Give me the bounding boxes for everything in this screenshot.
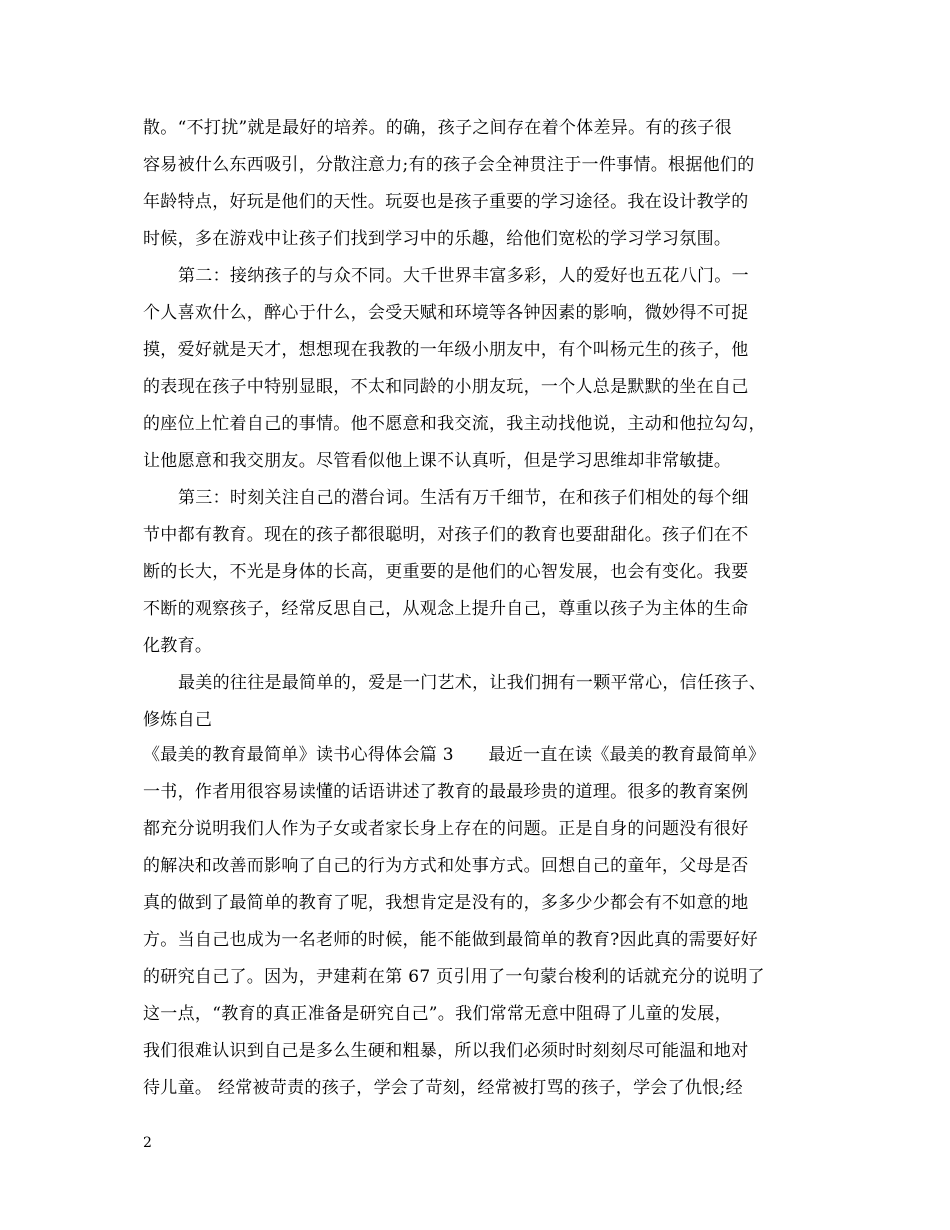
text-line: 的解决和改善而影响了自己的行为方式和处事方式。回想自己的童年，父母是否 xyxy=(143,856,749,876)
text-line: 一书，作者用很容易读懂的话语讲述了教育的最最珍贵的道理。很多的教育案例 xyxy=(143,782,749,802)
text-line: 个人喜欢什么，醉心于什么，会受天赋和环境等各钟因素的影响，微妙得不可捉 xyxy=(143,303,749,323)
text-line: 方。当自己也成为一名老师的时候，能不能做到最简单的教育?因此真的需要好好 xyxy=(143,930,758,950)
page-number: 2 xyxy=(143,1135,152,1151)
section-heading-line: 《最美的教育最简单》读书心得体会篇 3 最近一直在读《最美的教育最简单》 xyxy=(143,745,766,765)
text-line: 年龄特点，好玩是他们的天性。玩耍也是孩子重要的学习途径。我在设计教学的 xyxy=(143,192,749,212)
text-line: 化教育。 xyxy=(143,636,213,656)
text-line: 时候，多在游戏中让孩子们找到学习中的乐趣，给他们宽松的学习学习氛围。 xyxy=(143,229,732,249)
text-line: 修炼自己 xyxy=(143,710,213,730)
text-line: 不断的观察孩子，经常反思自己，从观念上提升自己，尊重以孩子为主体的生命 xyxy=(143,599,749,619)
text-line: 的研究自己了。因为，尹建莉在第 67 页引用了一句蒙台梭利的话就充分的说明了 xyxy=(143,967,765,987)
text-line: 散。“不打扰”就是最好的培养。的确，孩子之间存在着个体差异。有的孩子很 xyxy=(143,118,732,138)
paragraph-first-line: 最美的往往是最简单的，爱是一门艺术，让我们拥有一颗平常心，信任孩子、 xyxy=(178,673,767,693)
text-line: 真的做到了最简单的教育了呢，我想肯定是没有的，多多少少都会有不如意的地 xyxy=(143,893,749,913)
text-line: 让他愿意和我交朋友。尽管看似他上课不认真听，但是学习思维却非常敏捷。 xyxy=(143,451,732,471)
text-line: 我们很难认识到自己是多么生硬和粗暴，所以我们必须时时刻刻尽可能温和地对 xyxy=(143,1041,749,1061)
text-line: 都充分说明我们人作为子女或者家长身上存在的问题。正是自身的问题没有很好 xyxy=(143,819,749,839)
text-line: 容易被什么东西吸引，分散注意力;有的孩子会全神贯注于一件事情。根据他们的 xyxy=(143,155,755,175)
text-line: 节中都有教育。现在的孩子都很聪明，对孩子们的教育也要甜甜化。孩子们在不 xyxy=(143,525,749,545)
paragraph-first-line: 第三：时刻关注自己的潜台词。生活有万千细节，在和孩子们相处的每个细 xyxy=(178,488,749,508)
text-line: 这一点，“教育的真正准备是研究自己”。我们常常无意中阻碍了儿童的发展， xyxy=(143,1004,732,1024)
paragraph-first-line: 第二：接纳孩子的与众不同。大千世界丰富多彩，人的爱好也五花八门。一 xyxy=(178,266,749,286)
text-line: 的表现在孩子中特别显眼，不太和同龄的小朋友玩，一个人总是默默的坐在自己 xyxy=(143,377,749,397)
text-line: 断的长大，不光是身体的长高，更重要的是他们的心智发展，也会有变化。我要 xyxy=(143,562,749,582)
text-line: 摸，爱好就是天才，想想现在我教的一年级小朋友中，有个叫杨元生的孩子，他 xyxy=(143,340,749,360)
text-line: 的座位上忙着自己的事情。他不愿意和我交流，我主动找他说，主动和他拉勾勾， xyxy=(143,414,766,434)
text-line: 待儿童。 经常被苛责的孩子，学会了苛刻，经常被打骂的孩子，学会了仇恨;经 xyxy=(143,1078,743,1098)
